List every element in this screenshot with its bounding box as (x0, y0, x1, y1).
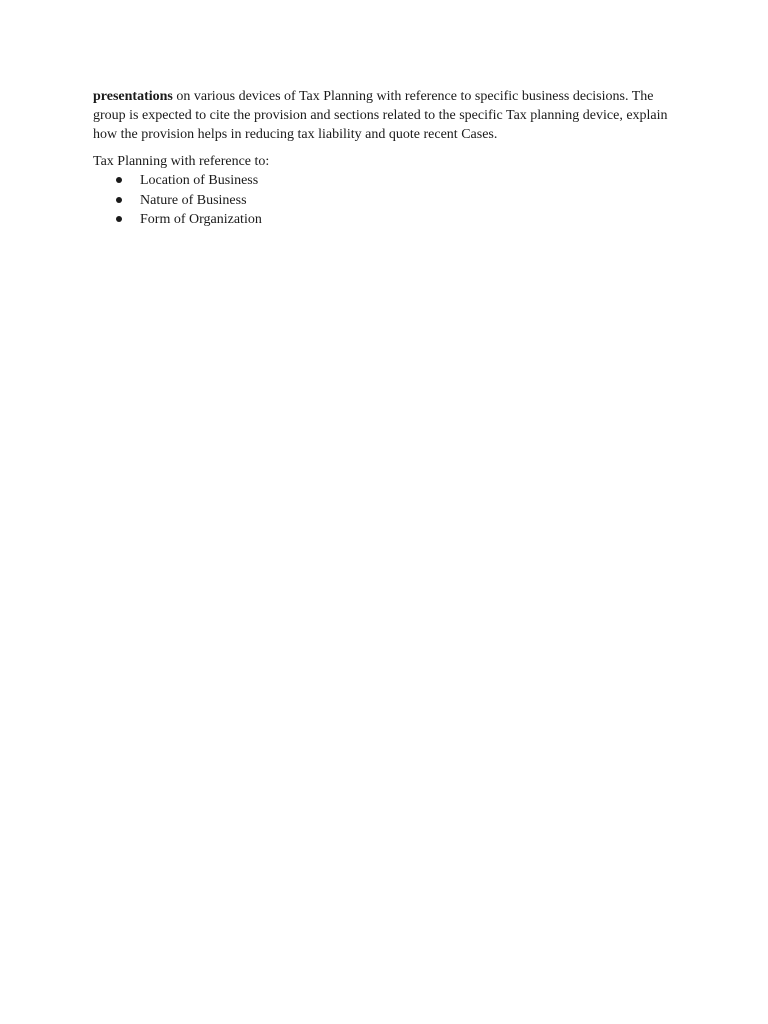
list-item (93, 171, 683, 191)
list-item-text: Form of Organization (140, 212, 262, 227)
document-page (93, 87, 683, 230)
bold-lead-word: presentations (93, 89, 173, 104)
bullet-list (93, 171, 683, 230)
body-paragraph (93, 87, 683, 144)
list-item (93, 210, 683, 230)
bullet-icon (116, 177, 122, 183)
list-item (93, 191, 683, 211)
list-item-text: Location of Business (140, 173, 259, 188)
paragraph-text: on various devices of Tax Planning with reference to specific business decisions. The group is expected to cite the provision and sections related to the specific Tax planning device, explain how the provision helps in reducing tax liability and quote recent Cases. (93, 89, 668, 142)
list-item-text: Nature of Business (140, 192, 247, 208)
bullet-icon (116, 197, 122, 203)
bullet-icon (116, 216, 122, 222)
list-intro: Tax Planning with reference to: (93, 154, 270, 169)
